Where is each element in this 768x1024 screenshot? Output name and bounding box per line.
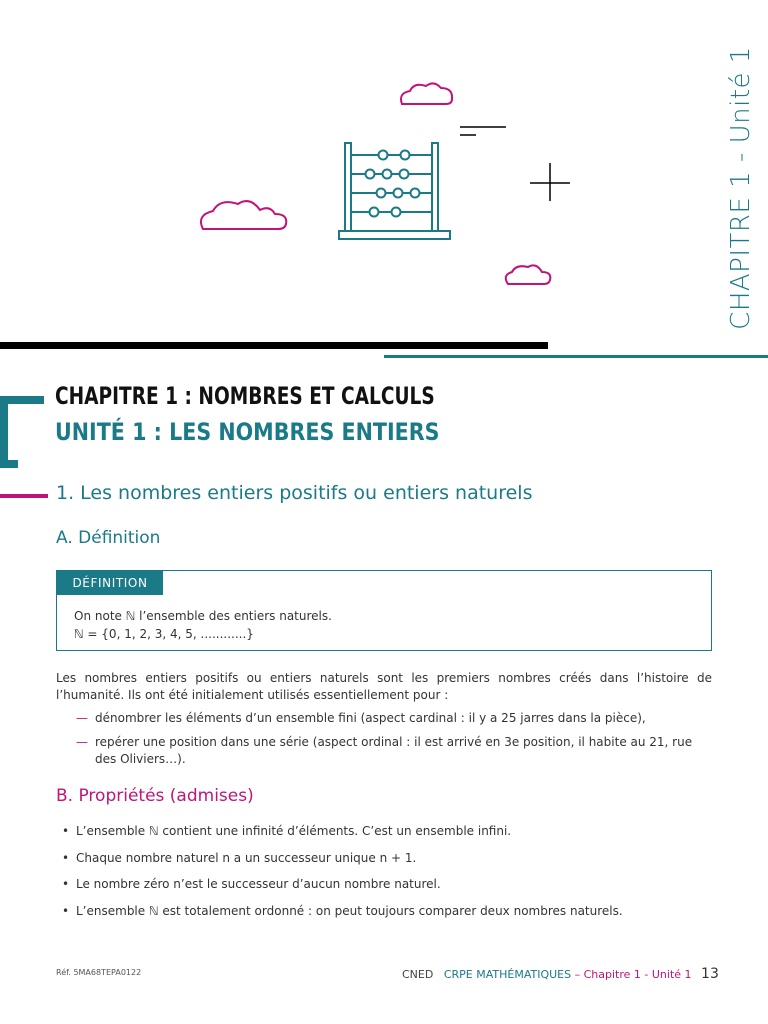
list-item-text: Chaque nombre naturel n a un successeur unique n + 1. [76, 851, 417, 865]
list-item [62, 824, 511, 838]
dash-icon: — [76, 711, 88, 725]
list-item-text: dénombrer les éléments d’un ensemble fini (aspect cardinal : il y a 25 jarres dans la pièce), [95, 711, 646, 725]
list-item [76, 734, 712, 768]
cloud-icon [506, 265, 551, 284]
list-item-text: L’ensemble ℕ est totalement ordonné : on peut toujours comparer deux nombres naturels. [76, 904, 623, 918]
cloud-icon [201, 201, 286, 229]
list-item-text: Le nombre zéro n’est le successeur d’aucun nombre naturel. [76, 877, 441, 891]
dash-icon: — [76, 735, 88, 749]
footer-separator: – [574, 968, 581, 981]
page-number: 13 [701, 966, 719, 982]
list-item [76, 710, 712, 727]
footer-reference: Réf. 5MA68TEPA0122 [56, 968, 142, 977]
footer-cned: CNED [402, 968, 434, 981]
section-title: 1. Les nombres entiers positifs ou entiers naturels [56, 482, 533, 504]
list-item-text: repérer une position dans une série (aspect ordinal : il est arrivé en 3e position, il habite au 21, rue des Oliviers…). [95, 735, 693, 766]
list-item [62, 904, 623, 918]
section-marker [0, 494, 48, 498]
subsection-properties-title: B. Propriétés (admises) [56, 786, 254, 806]
minus-icon [460, 127, 506, 135]
chapter-title: CHAPITRE 1 : NOMBRES ET CALCULS [55, 382, 435, 410]
bullet-icon: • [62, 824, 70, 838]
definition-text-line: On note ℕ l’ensemble des entiers naturels. [74, 609, 332, 623]
definition-tab-label: DÉFINITION [57, 571, 163, 595]
list-item [62, 851, 416, 865]
side-chapter-label: CHAPITRE 1 - Unité 1 [726, 46, 756, 330]
bullet-icon: • [62, 904, 70, 918]
bullet-icon: • [62, 877, 70, 891]
bullet-icon: • [62, 851, 70, 865]
subsection-definition-title: A. Définition [56, 528, 161, 548]
list-item [62, 877, 441, 891]
chapter-bracket-decoration [0, 396, 44, 468]
plus-icon [530, 163, 570, 201]
abacus-icon [339, 143, 450, 239]
definition-set-line: ℕ = {0, 1, 2, 3, 4, 5, ............} [74, 627, 254, 641]
cloud-icon [401, 83, 452, 104]
abacus-illustration [0, 0, 768, 340]
divider-black [0, 342, 548, 349]
divider-teal [384, 355, 768, 358]
footer-crpe: CRPE MATHÉMATIQUES [443, 968, 572, 981]
unit-title: UNITÉ 1 : LES NOMBRES ENTIERS [55, 418, 440, 446]
intro-paragraph: Les nombres entiers positifs ou entiers naturels sont les premiers nombres créés dans l’histoire de l’humanité. Ils ont été initialement utilisés essentiellement pour : [56, 671, 712, 702]
footer-chapter-unit: Chapitre 1 - Unité 1 [583, 968, 692, 981]
definition-box [56, 570, 712, 651]
list-item-text: L’ensemble ℕ contient une infinité d’éléments. C’est un ensemble infini. [76, 824, 512, 838]
footer-info [402, 966, 719, 982]
